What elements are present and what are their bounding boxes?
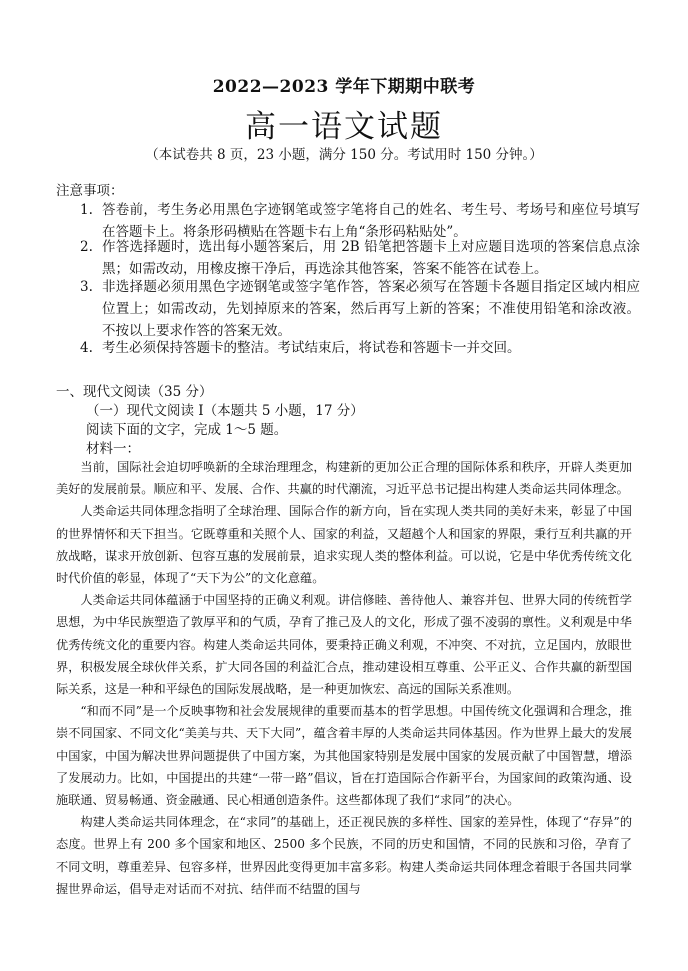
notice-item-text: 考生必须保持答题卡的整洁。考试结束后，将试卷和答题卡一并交回。: [102, 340, 521, 356]
notice-heading: 注意事项：: [56, 183, 124, 199]
reading-passage: [56, 456, 632, 900]
passage-paragraph: 人类命运共同体理念指明了全球治理、国际合作的新方向，旨在实现人类共同的美好未来，彰显了中国的世界情怀和天下担当。它既尊重和关照个人、国家的利益，又超越个人和国家的界限，秉行互利共赢的开放战略，谋求开放创新、包容互惠的发展前景，追求实现人类的整体利益。可以说，它是中华优秀传统文化时代价值的彰显，体现了“天下为公”的文化意蕴。: [56, 504, 632, 586]
notice-item-text: 答卷前，考生务必用黑色字迹钢笔或签字笔将自己的姓名、考生号、考场号和座位号填写在答题卡上。将条形码横贴在答题卡右上角“条形码粘贴处”。: [102, 202, 640, 240]
passage-paragraph: 当前，国际社会迫切呼唤新的全球治理理念，构建新的更加公正合理的国际体系和秩序，开辟人类更加美好的发展前景。顺应和平、发展、合作、共赢的时代潮流，习近平总书记提出构建人类命运共同体理念。: [56, 460, 632, 497]
subject-title: 高一语文试题: [245, 109, 443, 145]
material-label: 材料一：: [86, 441, 140, 457]
exam-title: 2022—2023 学年下期期中联考: [212, 77, 476, 97]
section-title: 一、现代文阅读（35 分）: [56, 384, 213, 400]
notice-item-number: 3.: [80, 279, 93, 295]
notice-item-4: [80, 337, 640, 359]
notice-item-text: 作答选择题时，选出每小题答案后，用 2B 铅笔把答题卡上对应题目选项的答案信息点涂黑；如需改动，用橡皮擦干净后，再选涂其他答案，答案不能答在试卷上。: [102, 239, 640, 277]
section-instruction: 阅读下面的文字，完成 1～5 题。: [86, 422, 288, 438]
section-subtitle: （一）现代文阅读 I（本题共 5 小题，17 分）: [86, 403, 364, 419]
notice-item-number: 2.: [80, 239, 93, 255]
notice-item-number: 1.: [80, 202, 93, 218]
passage-paragraph: “和而不同”是一个反映事物和社会发展规律的重要而基本的哲学思想。中国传统文化强调和合理念，推崇不同国家、不同文化“美美与共、天下大同”，蕴含着丰厚的人类命运共同体基因。作为世界上最大的发展中国家，中国为解决世界问题提供了中国方案，为其他国家特别是发展中国家的发展贡献了中国智慧，增添了发展动力。比如，中国提出的共建“一带一路”倡议，旨在打造国际合作新平台，为国家间的政策沟通、设施联通、贸易畅通、资金融通、民心相通创造条件。这些都体现了我们“求同”的决心。: [56, 704, 632, 808]
exam-info: （本试卷共 8 页，23 小题，满分 150 分。考试用时 150 分钟。）: [145, 147, 543, 163]
notice-item-number: 4.: [80, 340, 93, 356]
passage-paragraph: 构建人类命运共同体理念，在“求同”的基础上，还正视民族的多样性、国家的差异性，体现了“存异”的态度。世界上有 200 多个国家和地区、2500 多个民族，不同的历史和国情，不同的民族和习俗，孕育了不同文明，尊重差异、包容多样，世界因此变得更加丰富多彩。构建人类命运共同体理念着眼于各国共同掌握世界命运，倡导走对话而不对抗、结伴而不结盟的国与: [56, 815, 632, 896]
notice-item-text: 非选择题必须用黑色字迹钢笔或签字笔作答，答案必须写在答题卡各题目指定区域内相应位置上；如需改动，先划掉原来的答案，然后再写上新的答案；不准使用铅笔和涂改液。不按以上要求作答的答案无效。: [102, 279, 640, 339]
notice-item-3: [80, 276, 640, 342]
notice-item-2: [80, 236, 640, 280]
passage-paragraph: 人类命运共同体蕴涵于中国坚持的正确义利观。讲信修睦、善待他人、兼容并包、世界大同的传统哲学思想，为中华民族塑造了敦厚平和的气质，孕育了推己及人的文化，形成了强不凌弱的禀性。义利观是中华优秀传统文化的重要内容。构建人类命运共同体，要秉持正确义利观，不冲突、不对抗，立足国内，放眼世界，积极发展全球伙伴关系，扩大同各国的利益汇合点，推动建设相互尊重、公平正义、合作共赢的新型国际关系，这是一种和平绿色的国际发展战略，是一种更加恢宏、高远的国际关系准则。: [56, 593, 632, 697]
